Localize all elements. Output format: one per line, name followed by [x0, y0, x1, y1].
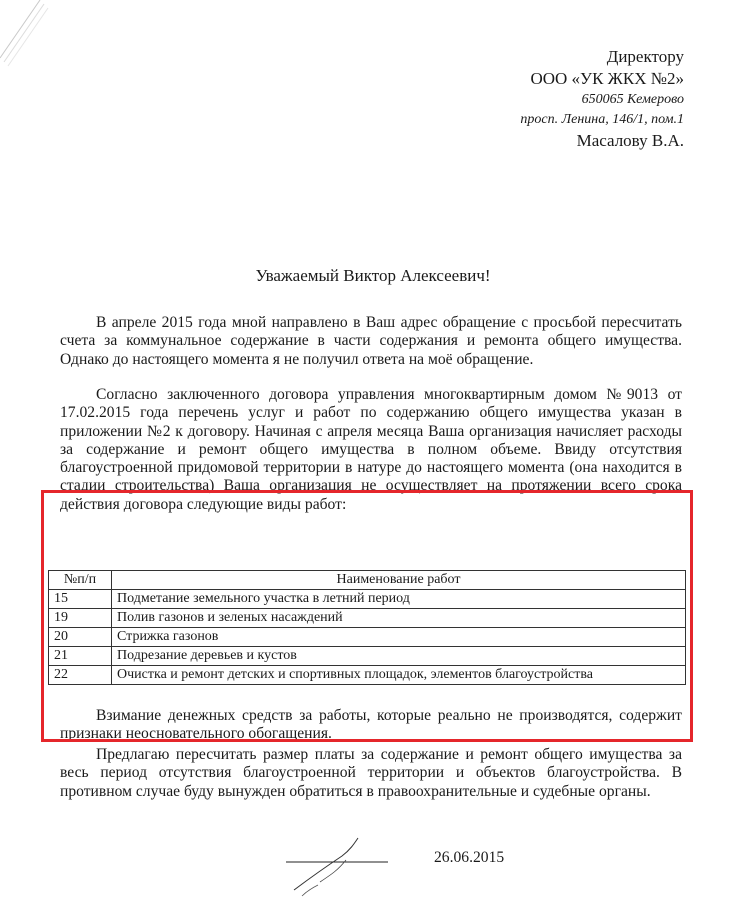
row-number: 19	[49, 609, 112, 628]
paragraph-text: Предлагаю пересчитать размер платы за содержание и ремонт общего имущества за весь период отсутствия благоустроенной территории и объектов благоустройства. В противном случае буду вынужден обратиться в правоохранительные и судебные органы.	[60, 746, 682, 800]
letter-date: 26.06.2015	[434, 849, 505, 866]
header-number: №п/п	[49, 571, 112, 590]
signature-mark	[280, 830, 410, 900]
fold-mark-decoration	[0, 0, 70, 70]
addressee-city: 650065 Кемерово	[581, 92, 684, 107]
addressee-block	[520, 46, 684, 152]
addressee-name: Масалову В.А.	[576, 131, 684, 150]
row-work-name: Полив газонов и зеленых насаждений	[112, 609, 686, 628]
addressee-company: ООО «УК ЖКХ №2»	[530, 69, 684, 88]
row-work-name: Очистка и ремонт детских и спортивных площадок, элементов благоустройства	[112, 666, 686, 685]
row-work-name: Подрезание деревьев и кустов	[112, 647, 686, 666]
row-work-name: Стрижка газонов	[112, 628, 686, 647]
row-number: 22	[49, 666, 112, 685]
row-work-name: Подметание земельного участка в летний период	[112, 590, 686, 609]
header-work-name: Наименование работ	[112, 571, 686, 590]
paragraph-text: В апреле 2015 года мной направлено в Ваш адрес обращение с просьбой пересчитать счета за коммунальное содержание в части содержания и ремонта общего имущества. Однако до настоящего момента я не получил ответа на моё обращение.	[60, 314, 682, 368]
paragraph-text: Согласно заключенного договора управления многоквартирным домом №9013 от 17.02.2015 года перечень услуг и работ по содержанию общего имущества указан в приложении №2 к договору. Начиная с апреля месяца Ваша организация начисляет расходы за содержание и ремонт общего имущества в полном объеме. Ввиду отсутствия благоустроенной придомовой территории в натуре до настоящего момента (она находится в стадии строительства) Ваша организация не осуществляет на протяжении всего срока действия договора следующие виды работ:	[60, 386, 682, 513]
addressee-position: Директору	[606, 47, 684, 66]
red-highlight-frame	[41, 490, 693, 742]
paragraph-text: Взимание денежных средств за работы, которые реально не производятся, содержит признаки неосновательного обогащения.	[60, 707, 682, 743]
row-number: 20	[49, 628, 112, 647]
paragraph-demand	[60, 746, 682, 801]
addressee-street: просп. Ленина, 146/1, пом.1	[520, 112, 684, 127]
row-number: 15	[49, 590, 112, 609]
paragraph-request	[60, 314, 682, 369]
greeting: Уважаемый Виктор Алексеевич!	[255, 266, 491, 285]
row-number: 21	[49, 647, 112, 666]
